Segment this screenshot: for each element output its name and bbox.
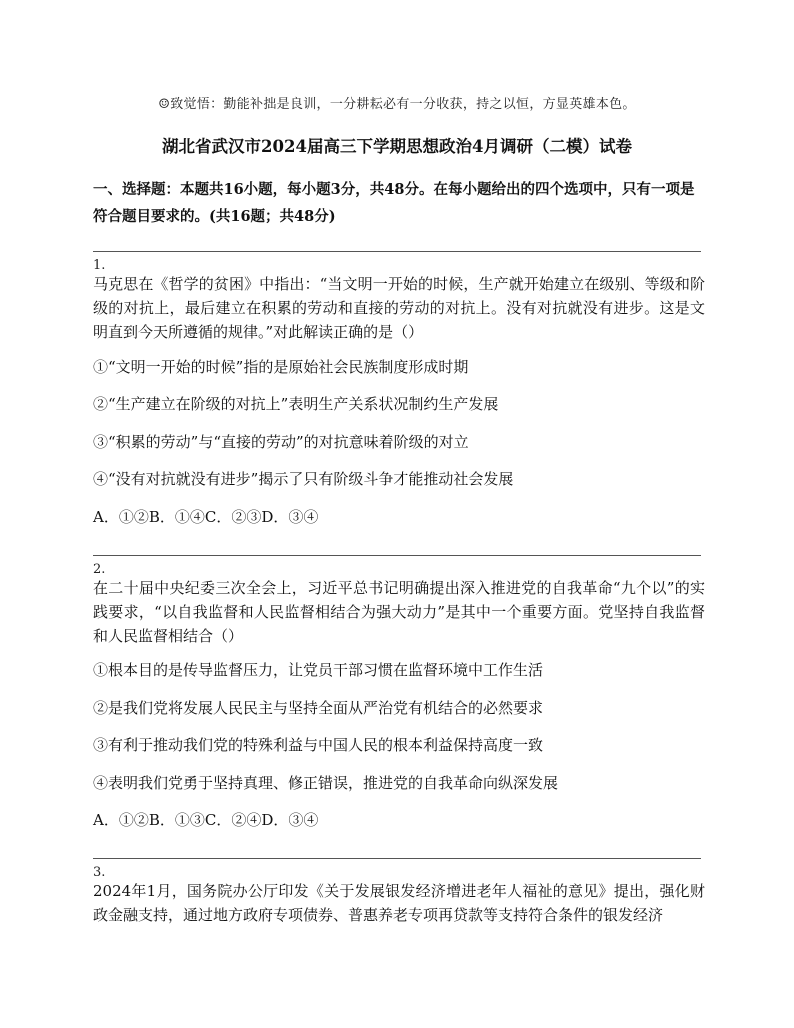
question-option: ①“文明一开始的时候”指的是原始社会民族制度形成时期: [93, 358, 469, 376]
question-stem: 马克思在《哲学的贫困》中指出：“当文明一开始的时候，生产就开始建立在级别、等级和阶级的对抗上，最后建立在积累的劳动和直接的劳动的对抗上。没有对抗就没有进步。这是文明直到今天所遵循的规律。”对此解读正确的是（）: [93, 275, 705, 341]
question-divider: [93, 251, 701, 252]
question-option: ②是我们党将发展人民民主与坚持全面从严治党有机结合的必然要求: [93, 699, 544, 717]
question-number: 3.: [93, 865, 106, 880]
question-option: ③“积累的劳动”与“直接的劳动”的对抗意味着阶级的对立: [93, 433, 469, 451]
question-number: 2.: [93, 562, 106, 577]
question-stem: 在二十届中央纪委三次全会上，习近平总书记明确提出深入推进党的自我革命“九个以”的实践要求，“以自我监督和人民监督相结合为强大动力”是其中一个重要方面。党坚持自我监督和人民监督相结合（）: [93, 579, 705, 645]
question-option: ②“生产建立在阶级的对抗上”表明生产关系状况制约生产发展: [93, 395, 499, 413]
question-option: ①根本目的是传导监督压力，让党员干部习惯在监督环境中工作生活: [93, 661, 544, 679]
section-heading: 一、选择题：本题共16小题，每小题3分，共48分。在每小题给出的四个选项中，只有一项是符合题目要求的。(共16题；共48分): [93, 181, 695, 225]
question-divider: [93, 858, 701, 859]
question-divider: [93, 555, 701, 556]
question-option: ③有利于推动我们党的特殊利益与中国人民的根本利益保持高度一致: [93, 736, 544, 754]
exam-title: 湖北省武汉市2024届高三下学期思想政治4月调研（二模）试卷: [162, 137, 632, 156]
answer-choices: A．①②B．①④C．②③D．③④: [93, 508, 319, 526]
question-stem: 2024年1月，国务院办公厅印发《关于发展银发经济增进老年人福祉的意见》提出，强化财政金融支持，通过地方政府专项债券、普惠养老专项再贷款等支持符合条件的银发经济: [93, 882, 705, 924]
answer-choices: A．①②B．①③C．②④D．③④: [93, 811, 319, 829]
motto-line: ☺致觉悟：勤能补拙是良训，一分耕耘必有一分收获，持之以恒，方显英雄本色。: [158, 97, 636, 112]
question-number: 1.: [93, 258, 106, 273]
question-option: ④表明我们党勇于坚持真理、修正错误，推进党的自我革命向纵深发展: [93, 774, 559, 792]
question-option: ④“没有对抗就没有进步”揭示了只有阶级斗争才能推动社会发展: [93, 470, 514, 488]
